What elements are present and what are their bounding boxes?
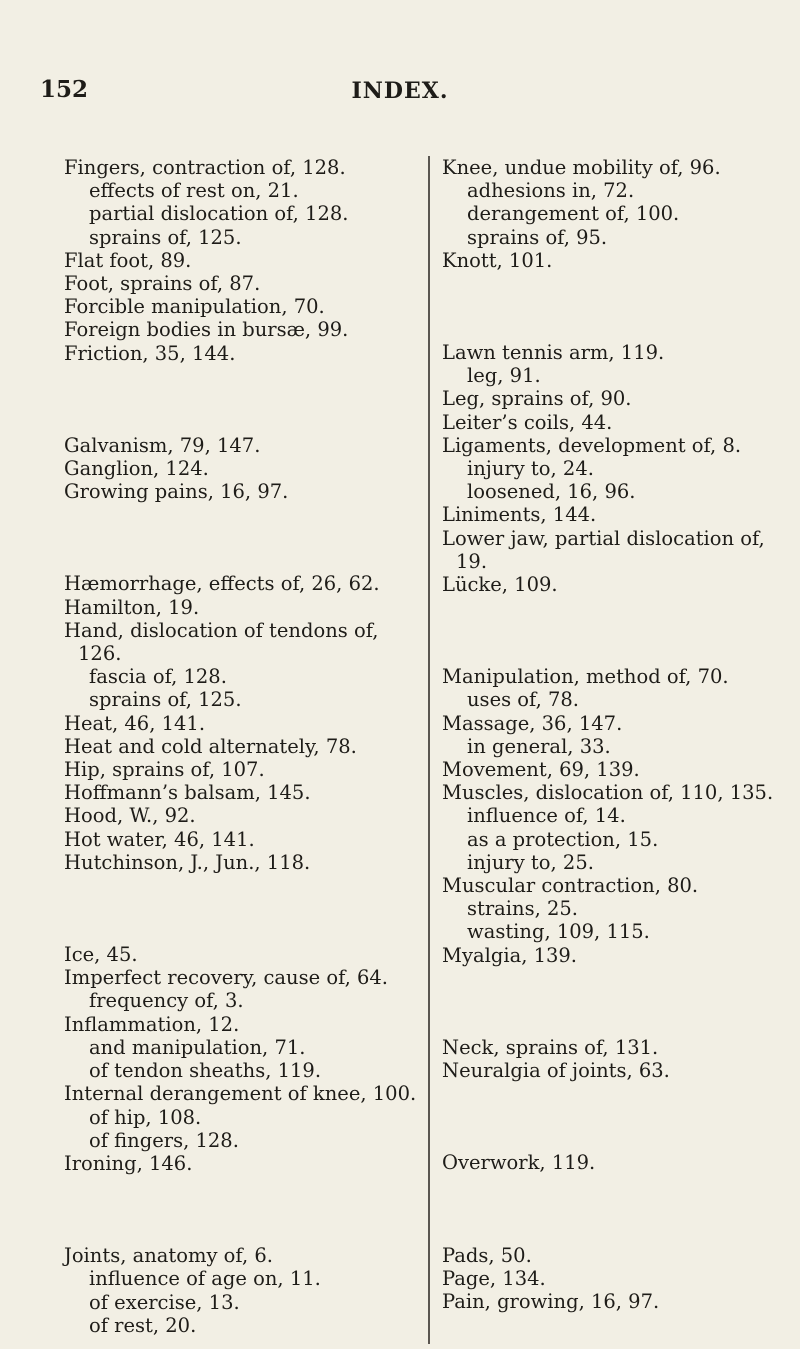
index-entry: Fingers, contraction of, 128. bbox=[64, 156, 346, 179]
index-subentry: partial dislocation of, 128. bbox=[89, 202, 349, 226]
index-entry: Leiter’s coils, 44. bbox=[442, 410, 613, 434]
index-entry: Hutchinson, J., Jun., 118. bbox=[64, 850, 311, 874]
index-entry: Pain, growing, 16, 97. bbox=[442, 1289, 660, 1313]
index-subentry: as a protection, 15. bbox=[467, 827, 659, 851]
index-entry: Manipulation, method of, 70. bbox=[442, 665, 729, 689]
index-subentry: effects of rest on, 21. bbox=[89, 179, 299, 203]
index-entry: Joints, anatomy of, 6. bbox=[64, 1244, 273, 1268]
group-gap bbox=[442, 967, 790, 1036]
index-entry: Pads, 50. bbox=[442, 1243, 532, 1267]
index-group-g bbox=[64, 434, 418, 504]
index-subentry: influence of age on, 11. bbox=[89, 1267, 321, 1291]
index-entry: Lower jaw, partial dislocation of, bbox=[442, 526, 765, 550]
index-subentry: sprains of, 95. bbox=[467, 225, 608, 249]
right-column bbox=[442, 156, 790, 1313]
index-subentry: in general, 33. bbox=[467, 734, 611, 758]
index-entry: Leg, sprains of, 90. bbox=[442, 387, 632, 411]
index-entry: Foot, sprains of, 87. bbox=[64, 272, 261, 296]
index-subentry: of exercise, 13. bbox=[89, 1290, 240, 1314]
index-group-f bbox=[64, 156, 418, 365]
index-group-o bbox=[442, 1151, 790, 1174]
left-column bbox=[64, 156, 418, 1337]
index-entry: Heat, 46, 141. bbox=[64, 711, 206, 735]
index-entry: Neuralgia of joints, 63. bbox=[442, 1059, 670, 1083]
group-gap bbox=[64, 365, 418, 434]
group-gap bbox=[442, 1082, 790, 1151]
group-gap bbox=[442, 596, 790, 665]
index-group-p bbox=[442, 1244, 790, 1314]
index-entry: Massage, 36, 147. bbox=[442, 711, 623, 735]
index-entry: Hand, dislocation of tendons of, bbox=[64, 618, 379, 642]
index-entry: Inflammation, 12. bbox=[64, 1012, 240, 1036]
index-subentry: derangement of, 100. bbox=[467, 202, 680, 226]
group-gap bbox=[442, 1175, 790, 1244]
index-entry: Foreign bodies in bursæ, 99. bbox=[64, 318, 349, 342]
index-entry: Overwork, 119. bbox=[442, 1151, 596, 1175]
index-entry: Heat and cold alternately, 78. bbox=[64, 734, 357, 758]
index-entry: Neck, sprains of, 131. bbox=[442, 1035, 659, 1059]
index-subentry: influence of, 14. bbox=[467, 804, 626, 828]
index-entry: Page, 134. bbox=[442, 1266, 546, 1290]
index-entry: Hot water, 46, 141. bbox=[64, 827, 255, 851]
index-entry: Movement, 69, 139. bbox=[442, 758, 640, 782]
index-subentry: of rest, 20. bbox=[89, 1313, 197, 1337]
index-entry: Myalgia, 139. bbox=[442, 943, 578, 967]
index-entry: Galvanism, 79, 147. bbox=[64, 433, 261, 457]
index-subentry: injury to, 25. bbox=[467, 850, 594, 874]
index-subentry: fascia of, 128. bbox=[89, 665, 227, 689]
index-group-l bbox=[442, 341, 790, 596]
index-subentry: strains, 25. bbox=[467, 897, 579, 921]
index-entry: Muscles, dislocation of, 110, 135. bbox=[442, 781, 774, 805]
index-entry: Lücke, 109. bbox=[442, 573, 558, 597]
group-gap bbox=[64, 1175, 418, 1244]
index-entry: Hip, sprains of, 107. bbox=[64, 758, 265, 782]
index-entry: Friction, 35, 144. bbox=[64, 341, 236, 365]
index-group-i bbox=[64, 943, 418, 1175]
index-subentry: frequency of, 3. bbox=[89, 989, 244, 1013]
index-continuation: 126. bbox=[78, 642, 122, 666]
index-entry: Ganglion, 124. bbox=[64, 457, 209, 481]
index-group-k bbox=[442, 156, 790, 272]
index-subentry: injury to, 24. bbox=[467, 457, 594, 481]
index-entry: Liniments, 144. bbox=[442, 503, 597, 527]
column-divider bbox=[428, 156, 430, 1344]
index-entry: Ice, 45. bbox=[64, 943, 138, 967]
group-gap bbox=[64, 874, 418, 943]
index-subentry: of hip, 108. bbox=[89, 1105, 202, 1129]
index-group-h bbox=[64, 572, 418, 874]
index-entry: Hood, W., 92. bbox=[64, 804, 196, 828]
index-entry: Hæmorrhage, effects of, 26, 62. bbox=[64, 572, 380, 596]
index-entry: Lawn tennis arm, 119. bbox=[442, 341, 665, 365]
index-entry: Forcible manipulation, 70. bbox=[64, 295, 325, 319]
index-continuation: 19. bbox=[456, 549, 488, 573]
index-entry: Ironing, 146. bbox=[64, 1151, 193, 1175]
running-head: INDEX. bbox=[351, 78, 449, 104]
index-group-m bbox=[442, 665, 790, 967]
index-entry: Ligaments, development of, 8. bbox=[442, 433, 742, 457]
page-number: 152 bbox=[40, 76, 89, 103]
index-entry: Imperfect recovery, cause of, 64. bbox=[64, 966, 388, 990]
index-subentry: uses of, 78. bbox=[467, 688, 579, 712]
index-subentry: leg, 91. bbox=[467, 364, 541, 388]
index-group-n bbox=[442, 1036, 790, 1082]
index-entry: Flat foot, 89. bbox=[64, 248, 192, 272]
index-subentry: of fingers, 128. bbox=[89, 1128, 239, 1152]
index-entry: Hoffmann’s balsam, 145. bbox=[64, 781, 311, 805]
index-subentry: adhesions in, 72. bbox=[467, 179, 635, 203]
index-entry: Internal derangement of knee, 100. bbox=[64, 1082, 417, 1106]
index-entry: Muscular contraction, 80. bbox=[442, 874, 699, 898]
group-gap bbox=[442, 272, 790, 341]
index-entry: Knee, undue mobility of, 96. bbox=[442, 156, 721, 179]
index-entry: Growing pains, 16, 97. bbox=[64, 480, 289, 504]
index-subentry: sprains of, 125. bbox=[89, 225, 242, 249]
index-entry: Knott, 101. bbox=[442, 248, 553, 272]
index-entry: Hamilton, 19. bbox=[64, 595, 200, 619]
group-gap bbox=[64, 503, 418, 572]
index-subentry: of tendon sheaths, 119. bbox=[89, 1059, 322, 1083]
index-subentry: wasting, 109, 115. bbox=[467, 920, 650, 944]
index-group-j bbox=[64, 1244, 418, 1337]
index-subentry: loosened, 16, 96. bbox=[467, 480, 636, 504]
index-subentry: sprains of, 125. bbox=[89, 688, 242, 712]
index-subentry: and manipulation, 71. bbox=[89, 1035, 306, 1059]
